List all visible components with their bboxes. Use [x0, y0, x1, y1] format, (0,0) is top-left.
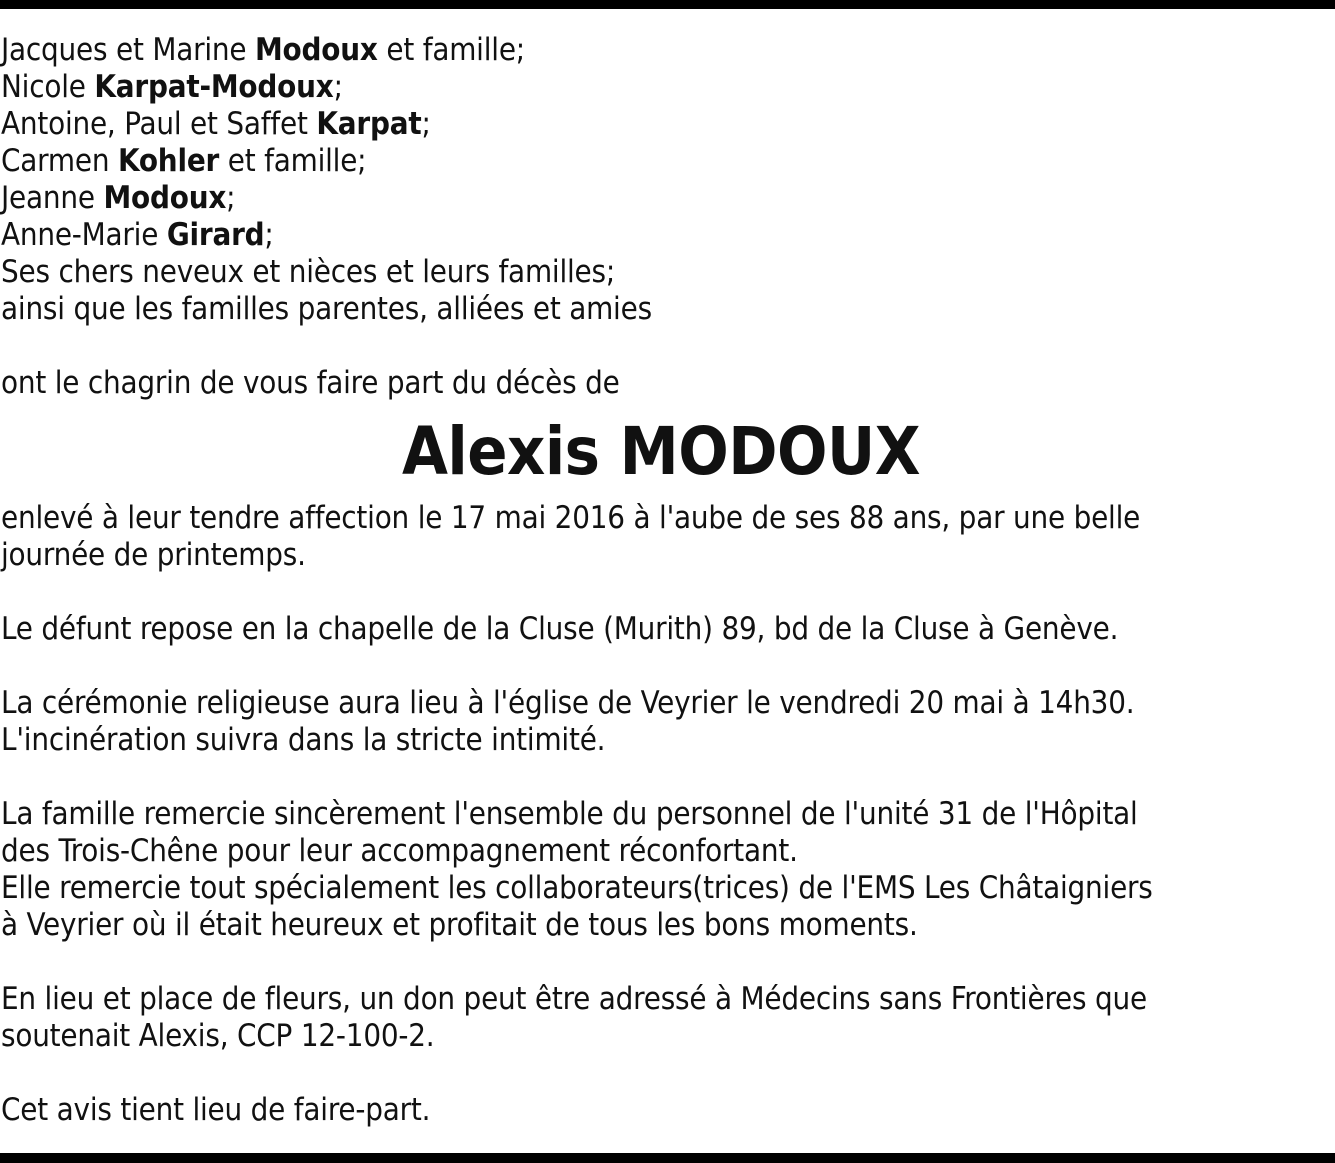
paragraph-line: journée de printemps.	[1, 537, 306, 573]
family-line: Carmen Kohler et famille;	[1, 143, 367, 179]
spacer	[1, 574, 1321, 611]
paragraph-repose	[1, 611, 1321, 648]
paragraph-line: Le défunt repose en la chapelle de la Cluse (Murith) 89, bd de la Cluse à Genève.	[1, 611, 1119, 647]
paragraph-line: La cérémonie religieuse aura lieu à l'église de Veyrier le vendredi 20 mai à 14h30.	[1, 685, 1135, 721]
bottom-border-rule	[0, 1153, 1335, 1163]
spacer	[1, 648, 1321, 685]
paragraph-line: des Trois-Chêne pour leur accompagnement réconfortant.	[1, 833, 798, 869]
paragraph-line: enlevé à leur tendre affection le 17 mai 2016 à l'aube de ses 88 ans, par une belle	[1, 500, 1141, 536]
family-line: ainsi que les familles parentes, alliées et amies	[1, 291, 652, 327]
paragraph-line: En lieu et place de fleurs, un don peut être adressé à Médecins sans Frontières que	[1, 981, 1147, 1017]
spacer	[1, 328, 1321, 365]
announcement-text: ont le chagrin de vous faire part du décès de	[1, 365, 620, 401]
family-line: Anne-Marie Girard;	[1, 217, 274, 253]
paragraph-line: L'incinération suivra dans la stricte intimité.	[1, 722, 606, 758]
spacer	[1, 944, 1321, 981]
paragraph-thanks	[1, 796, 1321, 944]
paragraph-line: Cet avis tient lieu de faire-part.	[1, 1092, 431, 1128]
family-line: Antoine, Paul et Saffet Karpat;	[1, 106, 431, 142]
paragraph-death-date	[1, 500, 1321, 574]
paragraph-line: soutenait Alexis, CCP 12-100-2.	[1, 1018, 435, 1054]
paragraph-line: La famille remercie sincèrement l'ensemble du personnel de l'unité 31 de l'Hôpital	[1, 796, 1138, 832]
family-line: Jeanne Modoux;	[1, 180, 236, 216]
paragraph-donation	[1, 981, 1321, 1055]
family-line: Jacques et Marine Modoux et famille;	[1, 32, 525, 68]
obituary-notice	[1, 32, 1321, 1129]
spacer	[1, 759, 1321, 796]
family-line: Ses chers neveux et nièces et leurs familles;	[1, 254, 616, 290]
deceased-name: Alexis MODOUX	[401, 413, 921, 490]
paragraph-line: Elle remercie tout spécialement les collaborateurs(trices) de l'EMS Les Châtaigniers	[1, 870, 1153, 906]
paragraph-closing	[1, 1092, 1321, 1129]
paragraph-ceremony	[1, 685, 1321, 759]
paragraph-line: à Veyrier où il était heureux et profitait de tous les bons moments.	[1, 907, 918, 943]
top-border-rule	[0, 0, 1335, 9]
family-list	[1, 32, 1321, 328]
spacer	[1, 1055, 1321, 1092]
family-line: Nicole Karpat-Modoux;	[1, 69, 343, 105]
